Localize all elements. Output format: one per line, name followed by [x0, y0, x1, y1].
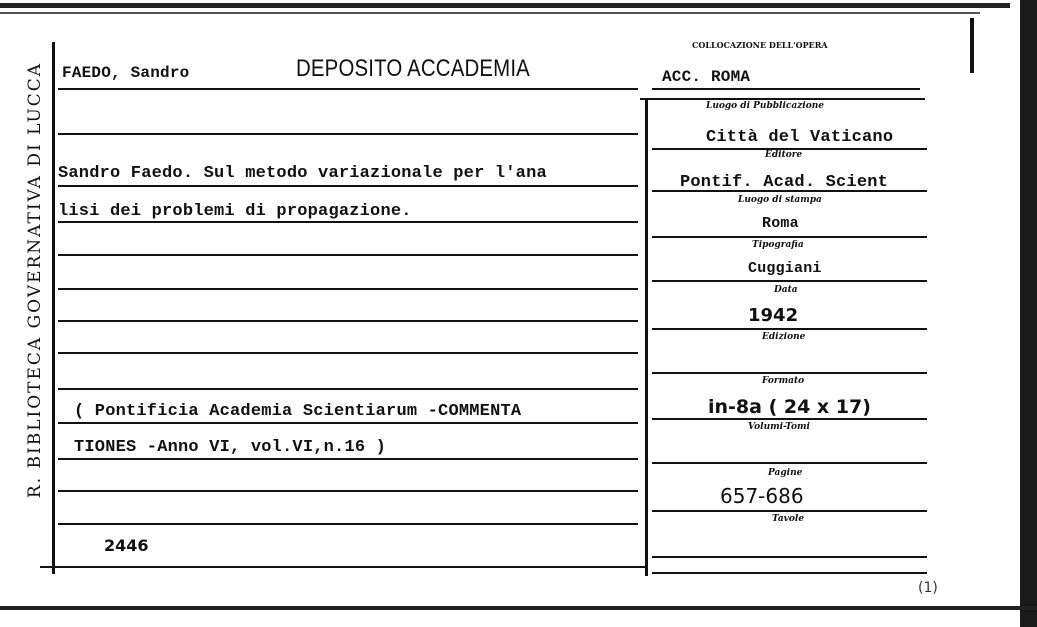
middle-rule: [645, 98, 648, 576]
collocation-value: ACC. ROMA: [662, 68, 751, 86]
field-value-luogo-stampa: Roma: [762, 215, 799, 232]
rule: [58, 388, 638, 390]
rule: [652, 328, 927, 330]
right-edge: [1020, 0, 1037, 627]
rule: [58, 254, 638, 256]
field-value-formato: in-8a ( 24 x 17): [708, 396, 871, 418]
field-label-edizione: Edizione: [762, 332, 806, 342]
field-label-tipografia: Tipografia: [752, 240, 804, 250]
field-label-volumi-tomi: Volumi-Tomi: [748, 422, 810, 432]
collocation-header: COLLOCAZIONE DELL'OPERA: [692, 40, 828, 50]
rule: [652, 88, 920, 90]
top-edge-shadow: [0, 12, 980, 14]
rule: [58, 352, 638, 354]
field-label-data: Data: [774, 285, 798, 295]
field-value-pagine: 657-686: [720, 484, 804, 508]
deposit-note: DEPOSITO ACCADEMIA: [296, 55, 530, 82]
rule: [58, 422, 638, 424]
series-line-2: TIONES -Anno VI, vol.VI,n.16 ): [74, 438, 387, 457]
rule: [58, 320, 638, 322]
title-line-1: Sandro Faedo. Sul metodo variazionale per l'ana: [58, 164, 547, 183]
field-label-tavole: Tavole: [772, 514, 805, 524]
field-label-luogo-stampa: Luogo di stampa: [738, 195, 822, 205]
series-line-1: ( Pontificia Academia Scientiarum -COMMENTA: [74, 402, 522, 421]
rule: [58, 458, 638, 460]
library-label: R. BIBLIOTECA GOVERNATIVA DI LUCCA: [25, 61, 45, 499]
rule: [58, 523, 638, 525]
title-line-2: lisi dei problemi di propagazione.: [58, 202, 412, 221]
rule: [40, 566, 645, 568]
rule: [652, 510, 927, 512]
rule: [652, 572, 927, 574]
top-edge: [0, 3, 1010, 8]
field-value-editore: Pontif. Acad. Scient: [680, 173, 889, 192]
rule: [58, 88, 638, 90]
author-field: FAEDO, Sandro: [62, 64, 190, 82]
rule: [652, 462, 927, 464]
rule: [640, 98, 925, 100]
rule: [58, 221, 638, 223]
left-rule: [52, 42, 55, 574]
corner-mark: (1): [918, 580, 938, 596]
rule: [58, 185, 638, 187]
rule: [58, 133, 638, 135]
field-label-luogo-pubblicazione: Luogo di Pubblicazione: [706, 101, 824, 111]
right-margin-tick: [970, 18, 974, 73]
field-value-data: 1942: [748, 305, 799, 326]
rule: [58, 288, 638, 290]
rule: [652, 236, 927, 238]
field-label-formato: Formato: [762, 376, 805, 386]
rule: [652, 556, 927, 558]
field-value-luogo-pubblicazione: Città del Vaticano: [706, 128, 894, 147]
rule: [652, 372, 927, 374]
rule: [58, 490, 638, 492]
bottom-edge: [0, 606, 1037, 610]
field-label-editore: Editore: [765, 150, 803, 160]
rule: [652, 418, 927, 420]
field-value-tipografia: Cuggiani: [748, 260, 822, 277]
rule: [652, 280, 927, 282]
field-label-pagine: Pagine: [768, 468, 803, 478]
inventory-number: 2446: [104, 536, 149, 555]
